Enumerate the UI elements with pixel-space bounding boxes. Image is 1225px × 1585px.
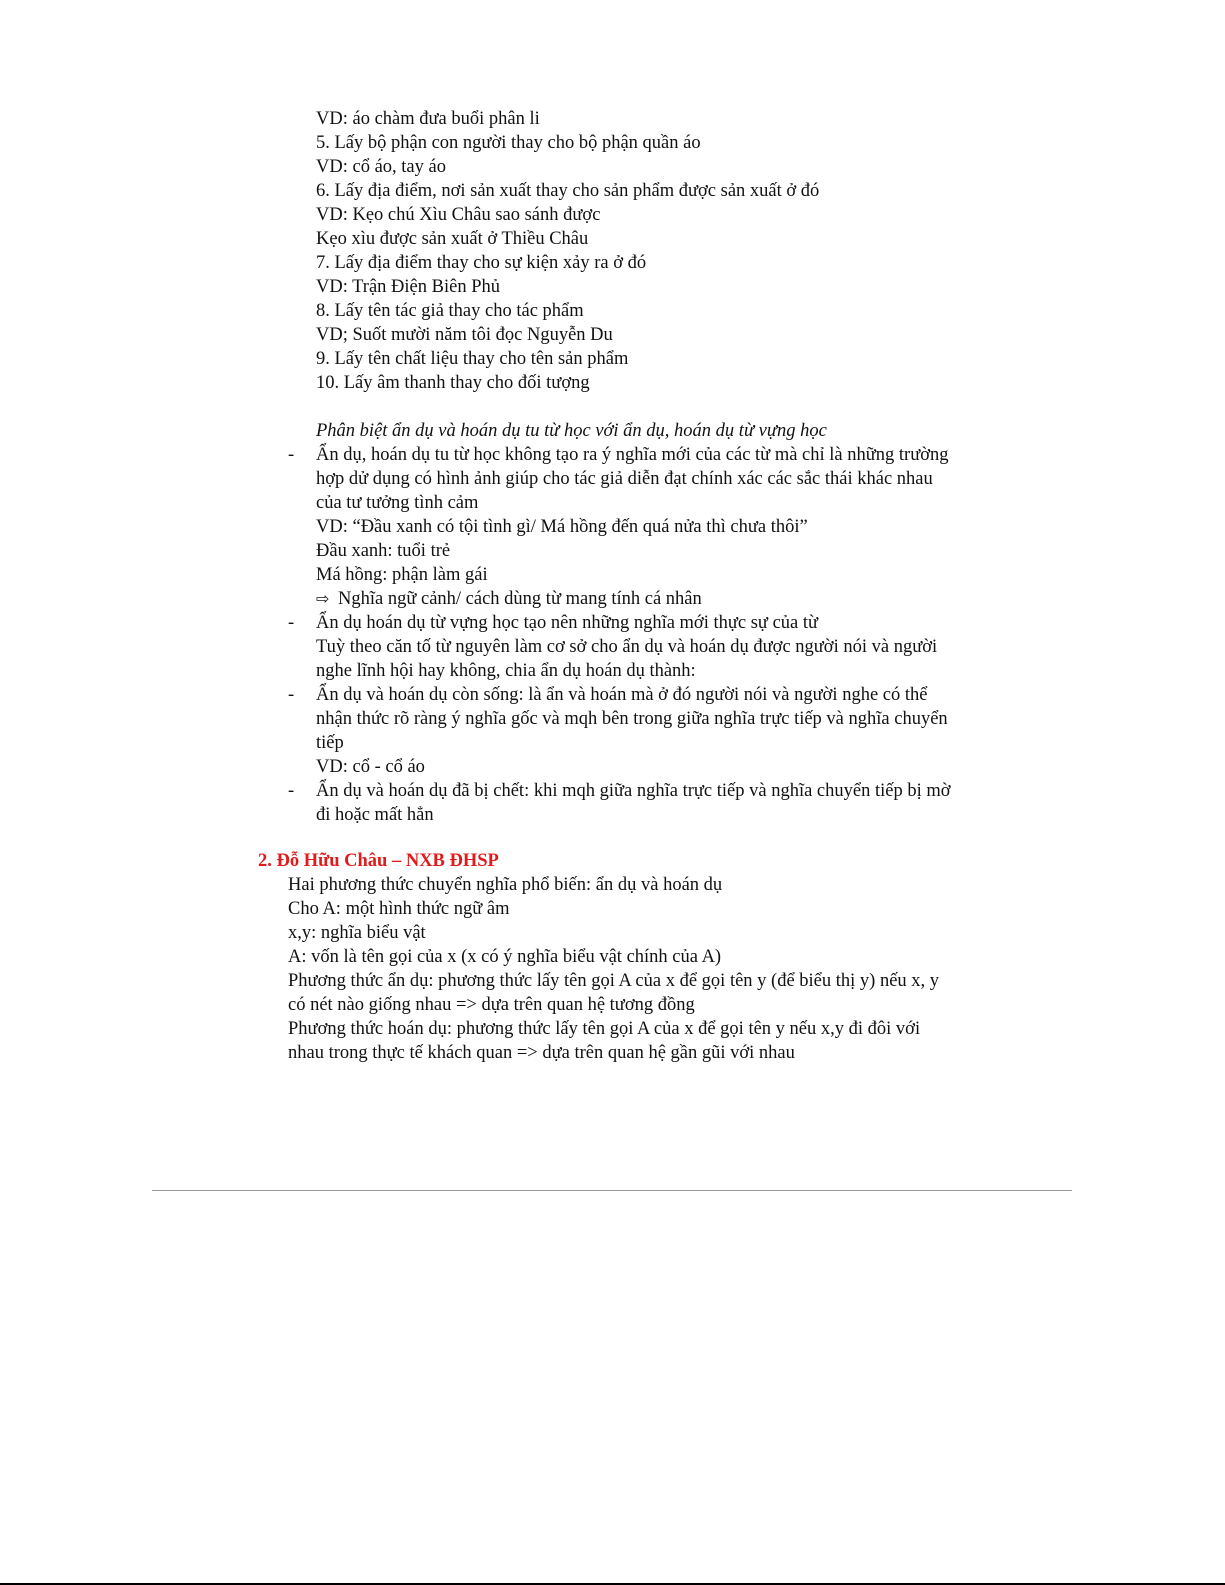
text-line: 5. Lấy bộ phận con người thay cho bộ phận quần áo [316, 133, 701, 153]
bullet-line: Tuỳ theo căn tố từ nguyên làm cơ sở cho ẩn dụ và hoán dụ được người nói và người [316, 637, 938, 657]
arrow-line [316, 587, 702, 611]
bullet-line: nhận thức rõ ràng ý nghĩa gốc và mqh bên trong giữa nghĩa trực tiếp và nghĩa chuyển [316, 709, 948, 729]
bullet-line: của tư tưởng tình cảm [316, 493, 479, 513]
text-line: 9. Lấy tên chất liệu thay cho tên sản phẩm [316, 349, 629, 369]
text-line: có nét nào giống nhau => dựa trên quan hệ tương đồng [288, 995, 695, 1015]
text-line: Phương thức ẩn dụ: phương thức lấy tên gọi A của x để gọi tên y (để biểu thị y) nếu x, y [288, 971, 940, 991]
bullet-dash: - [288, 445, 295, 465]
text-line: VD: cổ áo, tay áo [316, 157, 446, 177]
bullet-line: Ẩn dụ hoán dụ từ vựng học tạo nên những nghĩa mới thực sự của từ [316, 613, 819, 633]
bullet-line: hợp dử dụng có hình ảnh giúp cho tác giả diễn đạt chính xác các sắc thái khác nhau [316, 469, 933, 489]
text-line: A: vốn là tên gọi của x (x có ý nghĩa biểu vật chính của A) [288, 947, 722, 967]
text-line: VD: Trận Điện Biên Phủ [316, 277, 500, 297]
text-line: VD; Suốt mười năm tôi đọc Nguyễn Du [316, 325, 613, 345]
arrow-line-text: Nghĩa ngữ cảnh/ cách dùng từ mang tính cá nhân [338, 589, 702, 609]
right-arrow-icon: ⇨ [316, 589, 330, 608]
text-line: Cho A: một hình thức ngữ âm [288, 899, 510, 919]
text-line: Kẹo xìu được sản xuất ở Thiều Châu [316, 229, 589, 249]
bullet-dash: - [288, 613, 295, 633]
section-heading: 2. Đỗ Hữu Châu – NXB ĐHSP [258, 851, 499, 871]
bullet-line: VD: “Đầu xanh có tội tình gì/ Má hồng đến quá nửa thì chưa thôi” [316, 517, 808, 537]
text-line: Phương thức hoán dụ: phương thức lấy tên gọi A của x để gọi tên y nếu x,y đi đôi với [288, 1019, 921, 1039]
bullet-line: nghe lĩnh hội hay không, chia ẩn dụ hoán dụ thành: [316, 661, 696, 681]
text-line: 10. Lấy âm thanh thay cho đối tượng [316, 373, 590, 393]
page-divider [152, 1190, 1072, 1191]
italic-subheading: Phân biệt ẩn dụ và hoán dụ tu từ học với ẩn dụ, hoán dụ từ vựng học [316, 421, 827, 441]
text-line: Hai phương thức chuyển nghĩa phổ biến: ẩn dụ và hoán dụ [288, 875, 723, 895]
text-line: VD: áo chàm đưa buổi phân li [316, 109, 540, 129]
bullet-line: Má hồng: phận làm gái [316, 565, 488, 585]
text-line: 8. Lấy tên tác giả thay cho tác phẩm [316, 301, 584, 321]
text-line: VD: Kẹo chú Xìu Châu sao sánh được [316, 205, 601, 225]
bullet-line: tiếp [316, 733, 344, 753]
bullet-dash: - [288, 685, 295, 705]
text-line: 7. Lấy địa điểm thay cho sự kiện xảy ra ở đó [316, 253, 647, 273]
bullet-dash: - [288, 781, 295, 801]
bullet-line: Ẩn dụ, hoán dụ tu từ học không tạo ra ý nghĩa mới của các từ mà chỉ là những trường [316, 445, 949, 465]
bullet-line: đi hoặc mất hẳn [316, 805, 434, 825]
text-line: nhau trong thực tế khách quan => dựa trên quan hệ gần gũi với nhau [288, 1043, 795, 1063]
text-line: 6. Lấy địa điểm, nơi sản xuất thay cho sản phẩm được sản xuất ở đó [316, 181, 820, 201]
bullet-line: VD: cổ - cổ áo [316, 757, 425, 777]
bullet-line: Đầu xanh: tuổi trẻ [316, 541, 451, 561]
text-line: x,y: nghĩa biểu vật [288, 923, 426, 943]
bullet-line: Ẩn dụ và hoán dụ đã bị chết: khi mqh giữa nghĩa trực tiếp và nghĩa chuyển tiếp bị mờ [316, 781, 951, 801]
bullet-line: Ẩn dụ và hoán dụ còn sống: là ẩn và hoán mà ở đó người nói và người nghe có thể [316, 685, 928, 705]
